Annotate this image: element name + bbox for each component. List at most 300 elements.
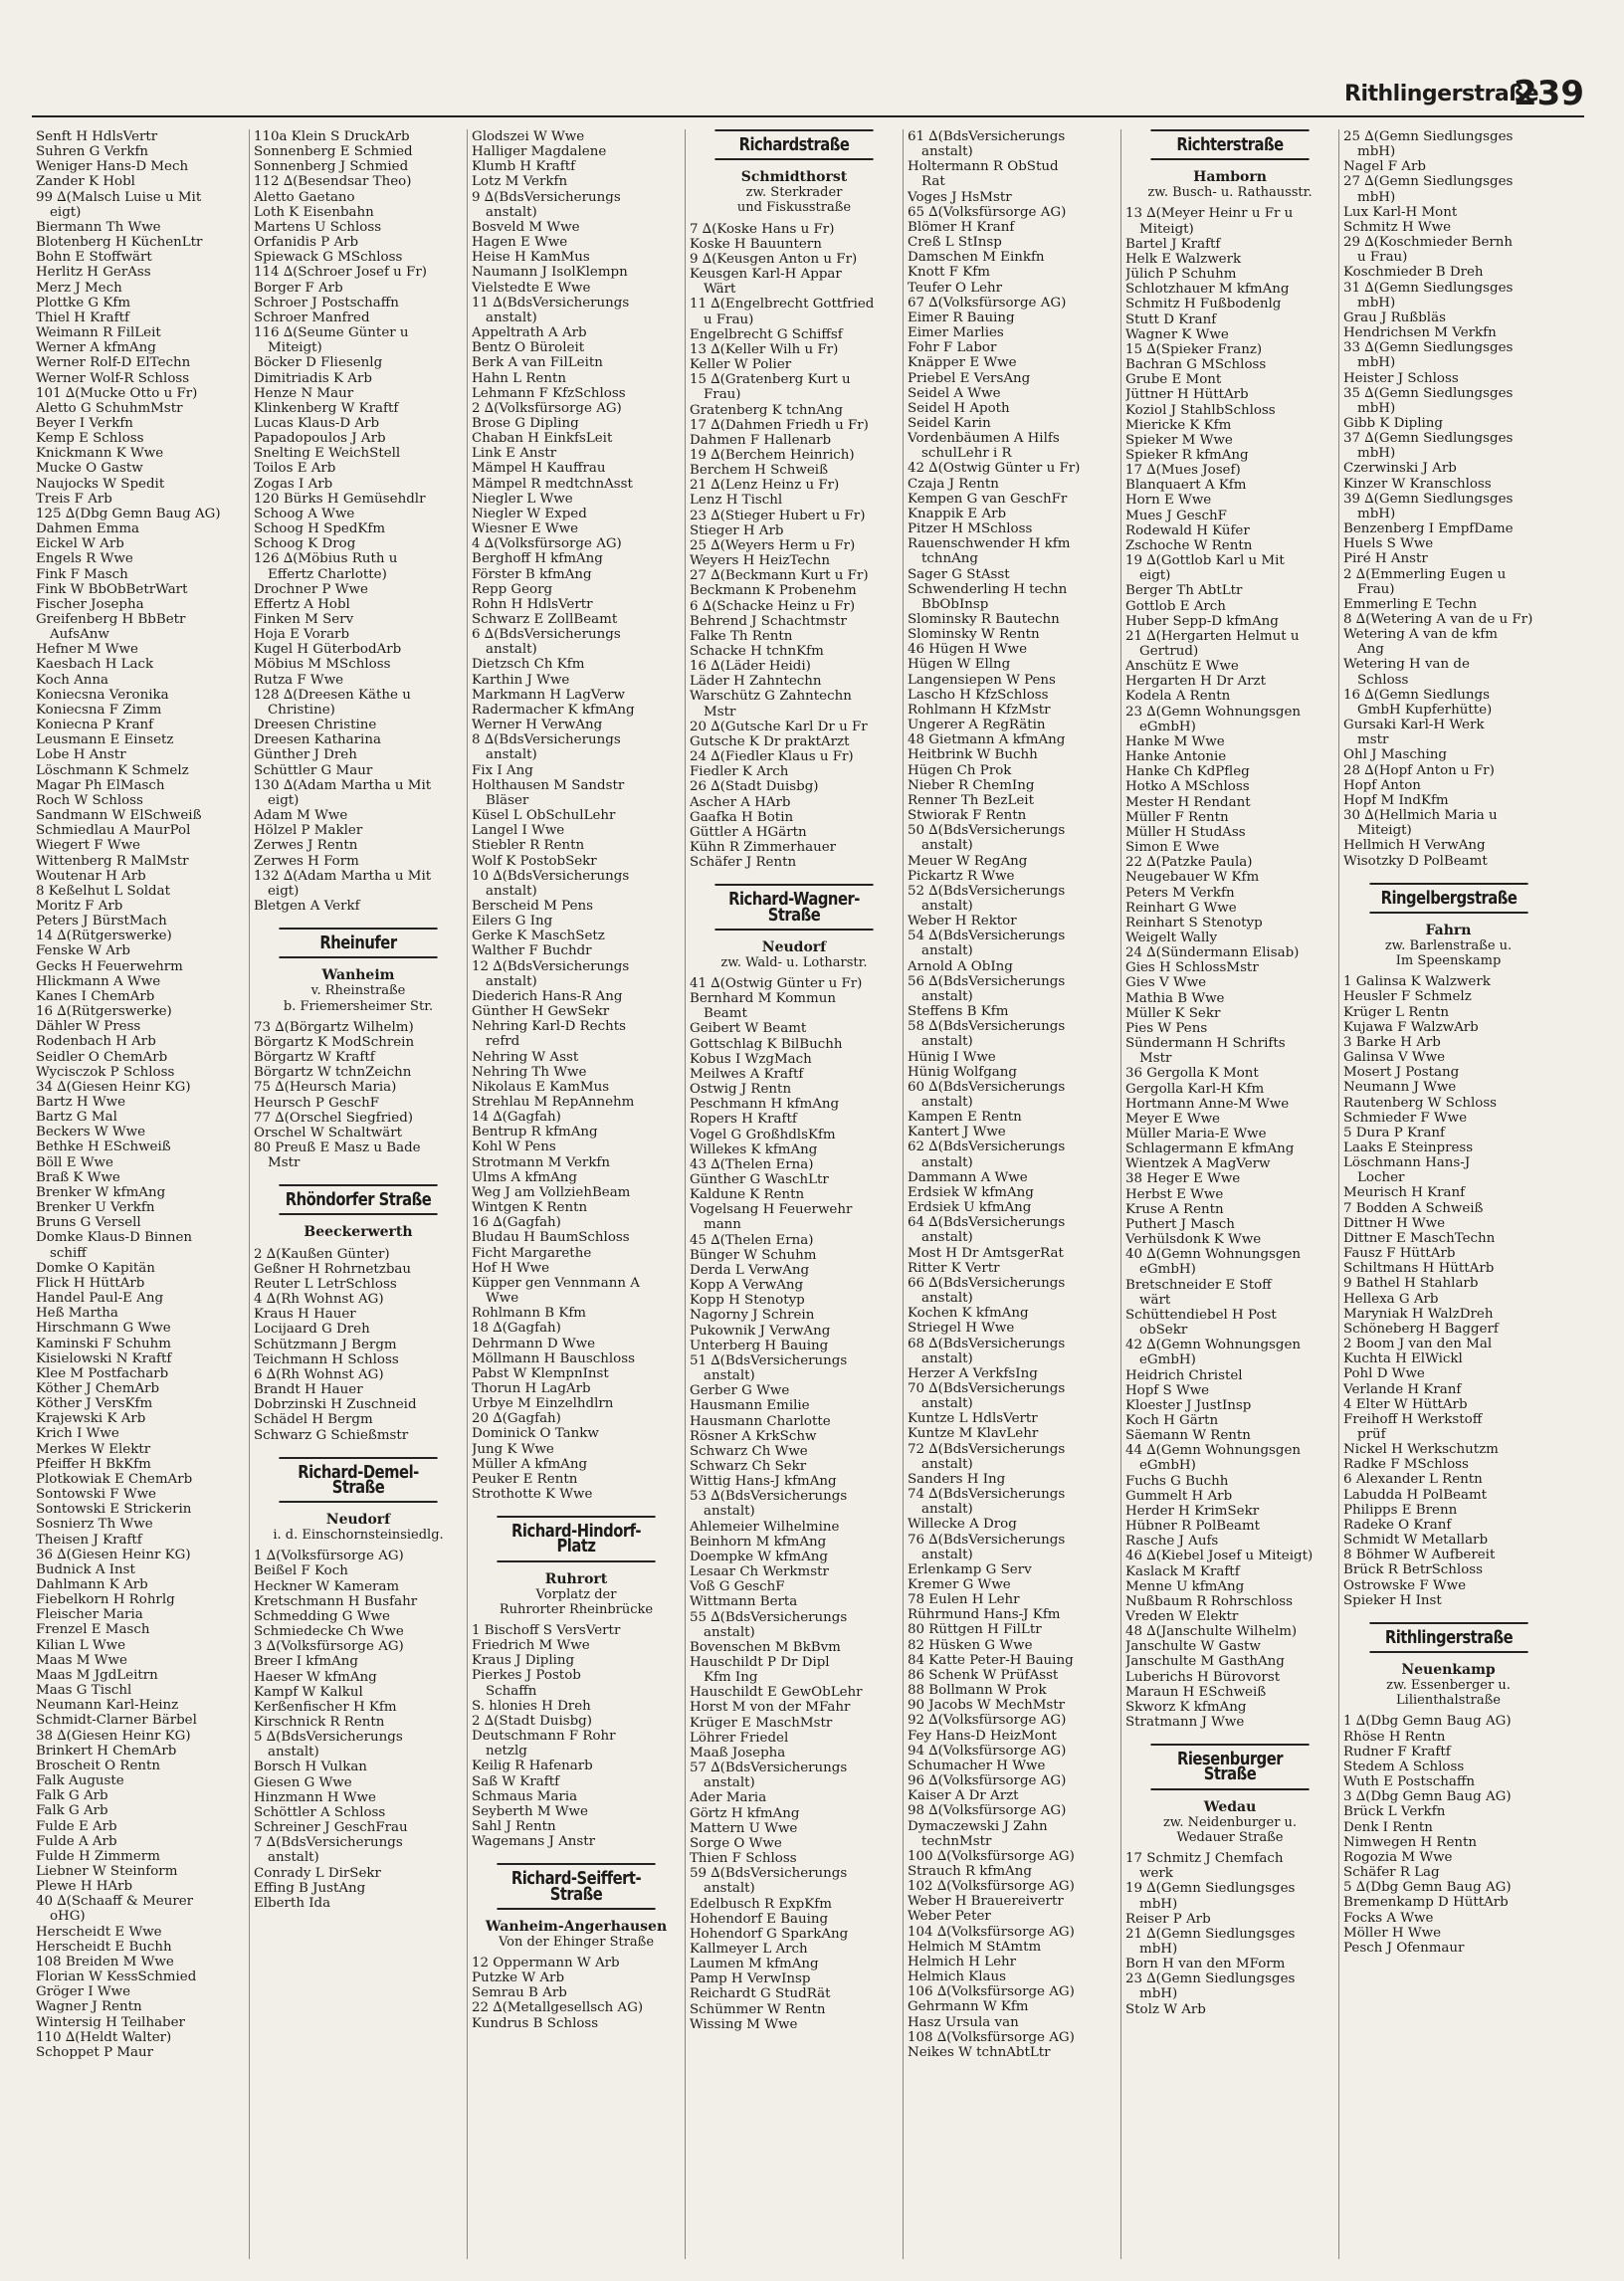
resident-entry-continuation: refrd <box>486 1034 520 1050</box>
resident-entry-continuation: anstalt) <box>268 1745 319 1761</box>
resident-entry: Semrau B Arb <box>472 1985 567 2001</box>
resident-entry: 16 ∆(Läder Heidi) <box>690 659 811 675</box>
resident-entry-continuation: mbH) <box>1357 446 1396 462</box>
resident-entry: Kilian L Wwe <box>36 1637 126 1653</box>
resident-entry: 21 ∆(Hergarten Helmut u <box>1125 628 1300 644</box>
resident-entry: Weber H Rektor <box>908 914 1017 930</box>
resident-entry: Unterberg H Bauing <box>690 1338 829 1353</box>
resident-entry: Reinhart S Stenotyp <box>1125 915 1263 931</box>
resident-entry: Ropers H Kraftf <box>690 1112 797 1128</box>
resident-entry: Edelbusch R ExpKfm <box>690 1896 832 1912</box>
resident-entry: Eimer R Bauing <box>908 310 1015 325</box>
resident-entry: Gies V Wwe <box>1125 975 1207 991</box>
resident-entry: Slominsky W Rentn <box>908 627 1040 643</box>
resident-entry: Dittner H Wwe <box>1343 1215 1446 1231</box>
resident-entry-continuation: Ang <box>1357 642 1384 658</box>
resident-entry: Kuntze L HdlsVertr <box>908 1411 1038 1427</box>
resident-entry: 1 ∆(Volksfürsorge AG) <box>254 1549 404 1564</box>
resident-entry: Fuchs G Buchh <box>1125 1473 1229 1489</box>
resident-entry: 56 ∆(BdsVersicherungs <box>908 973 1066 989</box>
resident-entry: Koch Anna <box>36 672 108 688</box>
resident-entry: 125 ∆(Dbg Gemn Baug AG) <box>36 506 221 521</box>
resident-entry: Dittner E MaschTechn <box>1343 1230 1496 1246</box>
resident-entry: 11 ∆(BdsVersicherungs <box>472 295 630 311</box>
resident-entry: Spieker M Wwe <box>1125 432 1233 448</box>
resident-entry: 31 ∆(Gemn Siedlungsges <box>1343 280 1514 296</box>
resident-entry: Dahlmann K Arb <box>36 1577 148 1592</box>
resident-entry: Bletgen A Verkf <box>254 898 360 914</box>
resident-entry: 23 ∆(Stieger Hubert u Fr) <box>690 508 866 523</box>
resident-entry: 3 ∆(Dbg Gemn Baug AG) <box>1343 1789 1512 1805</box>
resident-entry: 8 Böhmer W Aufbereit <box>1343 1548 1496 1563</box>
resident-entry: Rührmund Hans-J Kfm <box>908 1607 1061 1623</box>
resident-entry: 3 Barke H Arb <box>1343 1034 1441 1050</box>
resident-entry-continuation: anstalt) <box>704 1775 755 1791</box>
resident-entry: Galinsa V Wwe <box>1343 1050 1446 1066</box>
resident-entry: 2 ∆(Stadt Duisbg) <box>472 1713 592 1729</box>
resident-entry: Roch W Schloss <box>36 792 143 808</box>
resident-entry: Eilers G Ing <box>472 914 553 930</box>
resident-entry-continuation: oHG) <box>50 1909 86 1925</box>
resident-entry: 21 ∆(Lenz Heinz u Fr) <box>690 478 840 494</box>
resident-entry: Sahl J Rentn <box>472 1819 556 1835</box>
resident-entry: Köther J VersKfm <box>36 1396 153 1412</box>
resident-entry: Helk E Walzwerk <box>1125 251 1242 267</box>
resident-entry: 68 ∆(BdsVersicherungs <box>908 1336 1066 1351</box>
resident-entry-continuation: Mstr <box>704 704 736 720</box>
resident-entry: Lucas Klaus-D Arb <box>254 415 380 431</box>
resident-entry: Kirschnick R Rentn <box>254 1715 385 1730</box>
resident-entry: Schäfer J Rentn <box>690 855 797 871</box>
resident-entry-continuation: mbH) <box>1357 189 1396 205</box>
resident-entry: 42 ∆(Ostwig Günter u Fr) <box>908 461 1081 477</box>
resident-entry: Grube E Mont <box>1125 372 1222 388</box>
resident-entry: Küsel L ObSchulLehr <box>472 808 616 824</box>
resident-entry: Benzenberg I EmpfDame <box>1343 521 1514 537</box>
resident-entry: 84 Katte Peter-H Bauing <box>908 1652 1074 1668</box>
resident-entry: Merz J Mech <box>36 280 122 296</box>
resident-entry: Kallmeyer L Arch <box>690 1941 808 1957</box>
resident-entry: 39 ∆(Gemn Siedlungsges <box>1343 491 1514 507</box>
resident-entry-continuation: u Frau) <box>1357 250 1408 266</box>
resident-entry-continuation: Miteigt) <box>268 340 322 356</box>
resident-entry: Conrady L DirSekr <box>254 1865 381 1881</box>
resident-entry: Eickel W Arb <box>36 536 124 552</box>
resident-entry: 126 ∆(Möbius Ruth u <box>254 551 398 567</box>
street-location-note: b. Friemersheimer Str. <box>283 998 434 1014</box>
resident-entry: Jülich P Schuhm <box>1125 267 1237 283</box>
resident-entry: 3 ∆(Volksfürsorge AG) <box>254 1639 404 1655</box>
resident-entry: Helmich Klaus <box>908 1970 1007 1985</box>
resident-entry: Hanke Antonie <box>1125 749 1227 765</box>
resident-entry: Moritz F Arb <box>36 898 123 914</box>
resident-entry: Stieger H Arb <box>690 522 784 538</box>
street-location-note: zw. Essenberger u. <box>1386 1678 1511 1694</box>
resident-entry: Kaldune K Rentn <box>690 1187 805 1203</box>
resident-entry: Knott F Kfm <box>908 265 990 281</box>
resident-entry: Breer I kfmAng <box>254 1654 358 1670</box>
resident-entry: 40 ∆(Schaaff & Meurer <box>36 1894 194 1910</box>
resident-entry: 116 ∆(Seume Günter u <box>254 325 409 341</box>
resident-entry: Mosert J Postang <box>1343 1065 1460 1081</box>
directory-column <box>32 129 250 2259</box>
resident-entry: Seyberth M Wwe <box>472 1803 588 1819</box>
resident-entry-continuation: Christine) <box>268 702 335 718</box>
resident-entry: Papadopoulos J Arb <box>254 431 386 447</box>
resident-entry: Hasz Ursula van <box>908 2014 1019 2030</box>
resident-entry: Kundrus B Schloss <box>472 2015 599 2031</box>
resident-entry: 14 ∆(Rütgerswerke) <box>36 929 172 944</box>
resident-entry: Heusler F Schmelz <box>1343 989 1472 1005</box>
resident-entry: Kraus H Hauer <box>254 1307 356 1323</box>
resident-entry: Schwarz G Schießmstr <box>254 1427 409 1443</box>
resident-entry: Vogel G GroßhdlsKfm <box>690 1127 836 1142</box>
resident-entry: Bethke H ESchweiß <box>36 1140 171 1155</box>
resident-entry: Meilwes A Kraftf <box>690 1066 804 1082</box>
resident-entry: 108 ∆(Volksfürsorge AG) <box>908 2029 1075 2045</box>
resident-entry: Pitzer H MSchloss <box>908 521 1033 537</box>
resident-entry: Kochen K kfmAng <box>908 1306 1029 1322</box>
street-heading-block <box>472 1516 681 1617</box>
resident-entry: Müller A kfmAng <box>472 1456 588 1472</box>
resident-entry: Bartz H Wwe <box>36 1095 126 1110</box>
resident-entry: 82 Hüsken G Wwe <box>908 1637 1033 1653</box>
resident-entry: Kugel H GüterbodArb <box>254 642 402 658</box>
resident-entry: Hirschmann G Wwe <box>36 1321 171 1337</box>
resident-entry: Deutschmann F Rohr <box>472 1729 616 1745</box>
resident-entry: Peuker E Rentn <box>472 1471 578 1487</box>
resident-entry: 73 ∆(Börgartz Wilhelm) <box>254 1019 414 1035</box>
resident-entry: 1 ∆(Dbg Gemn Baug AG) <box>1343 1714 1512 1730</box>
resident-entry: Thorun H LagArb <box>472 1380 591 1396</box>
resident-entry-continuation: Effertz Charlotte) <box>268 566 387 582</box>
resident-entry: 40 ∆(Gemn Wohnungsgen <box>1125 1247 1302 1263</box>
resident-entry: 17 ∆(Dahmen Friedh u Fr) <box>690 417 869 433</box>
street-location-note: und Fiskusstraße <box>736 200 852 216</box>
resident-entry: Klumb H Kraftf <box>472 159 576 175</box>
resident-entry: Vordenbäumen A Hilfs <box>908 431 1060 447</box>
resident-entry-continuation: anstalt) <box>921 1502 973 1518</box>
resident-entry-continuation: tchnAng <box>921 551 978 567</box>
resident-entry: 54 ∆(BdsVersicherungs <box>908 929 1066 944</box>
street-district: Hamborn <box>1193 169 1267 186</box>
resident-entry: Kuntze M KlavLehr <box>908 1426 1039 1442</box>
resident-entry: Berscheid M Pens <box>472 898 593 914</box>
resident-entry: Kerßenfischer H Kfm <box>254 1699 397 1715</box>
resident-entry: Braß K Wwe <box>36 1169 120 1185</box>
resident-entry: Nehring W Asst <box>472 1049 579 1065</box>
directory-column <box>250 129 468 2259</box>
resident-entry-continuation: mbH) <box>1357 400 1396 416</box>
resident-entry: Hellmich H VerwAng <box>1343 838 1486 854</box>
resident-entry-continuation: eigt) <box>268 883 300 899</box>
resident-entry: Küpper gen Vennmann A <box>472 1275 640 1291</box>
resident-entry-continuation: anstalt) <box>921 1230 973 1246</box>
resident-entry-continuation: eGmbH) <box>1139 719 1196 734</box>
resident-entry: Maas G Tischl <box>36 1683 132 1699</box>
resident-entry: Hagen E Wwe <box>472 235 568 251</box>
street-name: Ringelbergstraße <box>1369 883 1527 914</box>
resident-entry: Herder H KrimSekr <box>1125 1503 1260 1519</box>
resident-entry: 46 Hügen H Wwe <box>908 642 1028 658</box>
resident-entry-continuation: Gertrud) <box>1139 644 1199 659</box>
resident-entry: 48 ∆(Janschulte Wilhelm) <box>1125 1624 1298 1640</box>
resident-entry-continuation: anstalt) <box>486 973 537 989</box>
resident-entry: Neumann J Wwe <box>1343 1080 1457 1096</box>
resident-entry: Hopf S Wwe <box>1125 1382 1210 1398</box>
resident-entry: Kempen G van GeschFr <box>908 491 1068 507</box>
resident-entry: Hellexa G Arb <box>1343 1291 1439 1307</box>
resident-entry: Schmidt-Clarner Bärbel <box>36 1713 197 1729</box>
resident-entry: Maraun H ESchweiß <box>1125 1684 1267 1700</box>
resident-entry: Kopp H Stenotyp <box>690 1293 805 1309</box>
resident-entry: Fleischer Maria <box>36 1607 143 1623</box>
resident-entry: Meuer W RegAng <box>908 853 1028 869</box>
resident-entry-continuation: Bläser <box>486 792 529 808</box>
resident-entry: Emmerling E Techn <box>1343 596 1478 612</box>
resident-entry: Hölzel P Makler <box>254 823 363 839</box>
resident-entry: Maas M JgdLeitrn <box>36 1667 158 1683</box>
resident-entry: 108 Breiden M Wwe <box>36 1954 174 1970</box>
resident-entry: Huber Sepp-D kfmAng <box>1125 613 1279 629</box>
resident-entry: 43 ∆(Thelen Erna) <box>690 1156 814 1172</box>
resident-entry: Dominick O Tankw <box>472 1426 599 1442</box>
resident-entry-continuation: schulLehr i R <box>921 446 1012 462</box>
resident-entry: Laaks E Steinpress <box>1343 1140 1474 1155</box>
street-location-note: Von der Ehinger Straße <box>498 1934 655 1950</box>
resident-entry: Orschel W Schaltwärt <box>254 1125 403 1140</box>
resident-entry: Schmitz H Wwe <box>1343 219 1452 235</box>
resident-entry-continuation: eGmbH) <box>1139 1458 1196 1474</box>
resident-entry: 7 ∆(BdsVersicherungs <box>254 1835 403 1851</box>
resident-entry: Derda L VerwAng <box>690 1262 810 1278</box>
resident-entry: S. hlonies H Dreh <box>472 1698 591 1714</box>
resident-entry: 16 ∆(Rütgerswerke) <box>36 1004 172 1020</box>
resident-entry: Löhrer Friedel <box>690 1730 789 1746</box>
resident-entry: Frenzel E Masch <box>36 1622 150 1638</box>
street-heading-block <box>1125 129 1334 200</box>
street-location-note: zw. Sterkrader <box>745 185 843 201</box>
resident-entry: Gecks H Feuerwehrm <box>36 958 183 974</box>
resident-entry: Werner Rolf-D ElTechn <box>36 355 191 371</box>
resident-entry: Gergolla Karl-H Kfm <box>1125 1081 1265 1097</box>
resident-entry: Dammann A Wwe <box>908 1169 1028 1185</box>
resident-entry: 5 Dura P Kranf <box>1343 1125 1446 1140</box>
street-name: Richterstraße <box>1150 129 1309 160</box>
resident-entry: 78 Eulen H Lehr <box>908 1592 1020 1608</box>
resident-entry: Dähler W Press <box>36 1019 141 1035</box>
resident-entry: Müller K Sekr <box>1125 1005 1221 1021</box>
resident-entry: Schwarz E ZollBeamt <box>472 612 618 627</box>
resident-entry: 74 ∆(BdsVersicherungs <box>908 1487 1066 1503</box>
resident-entry: Rasche J Aufs <box>1125 1534 1219 1550</box>
resident-entry: 5 ∆(Dbg Gemn Baug AG) <box>1343 1880 1512 1896</box>
resident-entry: Hlickmann A Wwe <box>36 973 161 989</box>
resident-entry: Horst M von der MFahr <box>690 1700 851 1716</box>
resident-entry: 128 ∆(Dreesen Käthe u <box>254 687 411 703</box>
resident-entry: Fulde A Arb <box>36 1833 117 1849</box>
resident-entry-continuation: u Frau) <box>704 311 754 327</box>
resident-entry: 23 ∆(Gemn Wohnungsgen <box>1125 704 1302 720</box>
resident-entry: Rodewald H Küfer <box>1125 522 1250 538</box>
resident-entry: 19 ∆(Gottlob Karl u Mit <box>1125 553 1285 569</box>
street-name: Richardstraße <box>714 129 873 160</box>
resident-entry: Bentrup R kfmAng <box>472 1125 598 1140</box>
resident-entry: 50 ∆(BdsVersicherungs <box>908 823 1066 839</box>
resident-entry: Falk Auguste <box>36 1773 124 1789</box>
street-district: Beeckerwerth <box>304 1224 413 1241</box>
resident-entry: 9 Bathel H Stahlarb <box>1343 1276 1479 1292</box>
resident-entry: Kaminski F Schuhm <box>36 1336 171 1351</box>
resident-entry: 24 ∆(Fiedler Klaus u Fr) <box>690 749 854 765</box>
resident-entry: Günther G WaschLtr <box>690 1172 829 1187</box>
resident-entry: Fausz F HüttArb <box>1343 1246 1456 1262</box>
resident-entry: Schwarz Ch Sekr <box>690 1458 807 1474</box>
street-heading-block <box>1343 1622 1553 1709</box>
resident-entry: Vielstedte E Wwe <box>472 280 591 296</box>
resident-entry: Rogozia M Wwe <box>1343 1849 1453 1865</box>
resident-entry: Bartz G Mal <box>36 1110 117 1126</box>
resident-entry: Adam M Wwe <box>254 808 348 824</box>
resident-entry: Mues J GeschF <box>1125 508 1227 523</box>
resident-entry: 9 ∆(BdsVersicherungs <box>472 189 621 205</box>
resident-entry: Zerwes J Rentn <box>254 838 358 854</box>
resident-entry: Keusgen Karl-H Appar <box>690 267 842 283</box>
resident-entry: Läder H Zahntechn <box>690 674 822 690</box>
resident-entry: Löschmann Hans-J <box>1343 1155 1471 1171</box>
resident-entry: 16 ∆(Gagfah) <box>472 1215 561 1231</box>
resident-entry: Kaslack M Kraftf <box>1125 1563 1240 1579</box>
resident-entry: Stedem A Schloss <box>1343 1759 1465 1774</box>
resident-entry: 22 ∆(Metallgesellsch AG) <box>472 2000 644 2016</box>
street-district: Wedau <box>1203 1798 1257 1815</box>
resident-entry: Merkes W Elektr <box>36 1441 151 1457</box>
resident-entry: Nikolaus E KamMus <box>472 1079 610 1095</box>
resident-entry: 10 ∆(BdsVersicherungs <box>472 868 630 884</box>
resident-entry: Florian W KessSchmied <box>36 1970 197 1985</box>
resident-entry: Gerber G Wwe <box>690 1383 790 1399</box>
resident-entry: Knickmann K Wwe <box>36 446 164 462</box>
resident-entry: Bruns G Versell <box>36 1215 141 1231</box>
resident-entry: Mucke O Gastw <box>36 461 143 477</box>
resident-entry-continuation: eGmbH) <box>1139 1262 1196 1278</box>
resident-entry: 12 Oppermann W Arb <box>472 1955 620 1970</box>
resident-entry: Kobus I WzgMach <box>690 1051 812 1067</box>
resident-entry: Brandt H Hauer <box>254 1382 363 1398</box>
resident-entry-continuation: eigt) <box>50 204 82 220</box>
resident-entry: Möller H Wwe <box>1343 1925 1442 1941</box>
resident-entry: Most H Dr AmtsgerRat <box>908 1245 1064 1261</box>
resident-entry: Erdsiek W kfmAng <box>908 1184 1034 1200</box>
street-name: Riesenburger Straße <box>1150 1744 1309 1789</box>
resident-entry: Suhren G Verkfn <box>36 144 149 160</box>
resident-entry: 38 Heger E Wwe <box>1125 1171 1241 1187</box>
resident-entry: Wissing M Wwe <box>690 2016 798 2032</box>
resident-entry-continuation: anstalt) <box>921 1350 973 1366</box>
resident-entry: Sosnierz Th Wwe <box>36 1517 153 1533</box>
resident-entry: Mattern U Wwe <box>690 1820 798 1836</box>
resident-entry: Plottke G Kfm <box>36 295 131 311</box>
resident-entry-continuation: obSekr <box>1139 1323 1188 1339</box>
resident-entry: Beckmann K Probenehm <box>690 583 857 599</box>
resident-entry-continuation: anstalt) <box>921 898 973 914</box>
street-heading-block <box>1343 883 1553 969</box>
resident-entry: Wetering A van de kfm <box>1343 627 1498 643</box>
resident-entry: Schoog K Drog <box>254 536 356 552</box>
resident-entry: Zogas I Arb <box>254 476 333 492</box>
resident-entry: Schöneberg H Baggerf <box>1343 1321 1499 1337</box>
resident-entry: Ohl J Masching <box>1343 747 1447 763</box>
resident-entry: 28 ∆(Hopf Anton u Fr) <box>1343 762 1495 778</box>
resident-entry: Borger F Arb <box>254 280 343 296</box>
resident-entry: Schwarz Ch Wwe <box>690 1443 808 1459</box>
resident-entry: Sonnenberg E Schmied <box>254 144 413 160</box>
resident-entry: Giesen G Wwe <box>254 1774 352 1790</box>
resident-entry: Creß L StInsp <box>908 235 1002 251</box>
resident-entry: Koniecsna F Zimm <box>36 702 162 718</box>
resident-entry: 59 ∆(BdsVersicherungs <box>690 1866 848 1882</box>
resident-entry: Gehrmann W Kfm <box>908 1999 1029 2015</box>
resident-entry: 51 ∆(BdsVersicherungs <box>690 1352 848 1368</box>
resident-entry: Möllmann H Bauschloss <box>472 1350 635 1366</box>
resident-entry: 55 ∆(BdsVersicherungs <box>690 1609 848 1625</box>
resident-entry: Bartel J Kraftf <box>1125 236 1221 252</box>
resident-entry: Bludau H BaumSchloss <box>472 1230 630 1246</box>
resident-entry: Hof H Wwe <box>472 1260 550 1276</box>
resident-entry: Kinzer W Kranschloss <box>1343 476 1492 492</box>
resident-entry: Greifenberg H BbBetr <box>36 612 186 627</box>
resident-entry-continuation: mbH) <box>1357 295 1396 311</box>
resident-entry: Fix I Ang <box>472 762 533 778</box>
resident-entry: Wetering H van de <box>1343 657 1470 673</box>
resident-entry: Gratenberg K tchnAng <box>690 402 843 418</box>
resident-entry: Nimwegen H Rentn <box>1343 1834 1478 1850</box>
resident-entry: Schüttler G Maur <box>254 762 373 778</box>
street-heading-block <box>254 1457 463 1544</box>
resident-entry: Hauschildt P Dr Dipl <box>690 1655 830 1670</box>
resident-entry: Warschütz G Zahntechn <box>690 689 852 705</box>
resident-entry: Ulms A kfmAng <box>472 1169 577 1185</box>
resident-entry: Zander K Hobl <box>36 174 135 190</box>
resident-entry: 76 ∆(BdsVersicherungs <box>908 1532 1066 1548</box>
resident-entry: Thien F Schloss <box>690 1851 797 1867</box>
resident-entry: Stwiorak F Rentn <box>908 808 1027 824</box>
resident-entry: Falk G Arb <box>36 1788 108 1804</box>
resident-entry-continuation: Schaffn <box>486 1683 537 1699</box>
resident-entry: Kloester J JustInsp <box>1125 1397 1252 1413</box>
resident-entry: Werner Wolf-R Schloss <box>36 370 190 386</box>
resident-entry: Schmitz H Fußbodenlg <box>1125 297 1282 312</box>
resident-entry: Ostwig J Rentn <box>690 1082 792 1098</box>
resident-entry: Kremer G Wwe <box>908 1577 1011 1592</box>
resident-entry: 80 Preuß E Masz u Bade <box>254 1140 421 1155</box>
resident-entry: Schädel H Bergm <box>254 1412 373 1428</box>
resident-entry: Horn E Wwe <box>1125 493 1212 509</box>
resident-entry-continuation: Beamt <box>704 1006 747 1022</box>
resident-entry: Heß Martha <box>36 1306 118 1322</box>
resident-entry: Strothotte K Wwe <box>472 1487 593 1503</box>
street-location-note: zw. Busch- u. Rathausstr. <box>1147 185 1313 201</box>
resident-entry: Koschmieder B Dreh <box>1343 265 1484 281</box>
resident-entry: Herscheidt E Wwe <box>36 1924 162 1940</box>
resident-entry: Born H van den MForm <box>1125 1957 1286 1972</box>
resident-entry: Janschulte W Gastw <box>1125 1639 1261 1655</box>
resident-entry: Bachran G MSchloss <box>1125 357 1267 373</box>
resident-entry: Wittenberg R MalMstr <box>36 853 189 869</box>
resident-entry: Arnold A ObIng <box>908 958 1013 974</box>
resident-entry: 18 ∆(Gagfah) <box>472 1321 561 1337</box>
resident-entry-continuation: anstalt) <box>704 1881 755 1897</box>
